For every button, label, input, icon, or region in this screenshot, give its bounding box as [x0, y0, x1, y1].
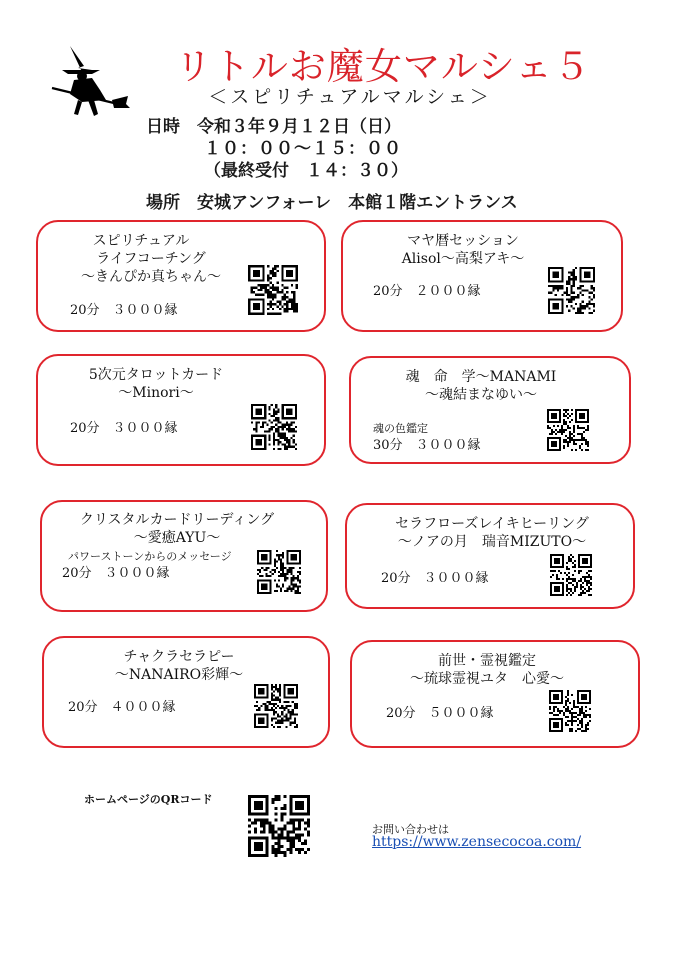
qr-code-icon[interactable]: [248, 265, 298, 315]
card-title-line: マヤ暦セッション: [407, 233, 519, 249]
card-price: 20分 ３０００縁: [70, 303, 178, 318]
website-link[interactable]: https://www.zensecocoa.com/: [372, 834, 582, 850]
card-tarot: [36, 354, 326, 466]
page-title: リトルお魔女マルシェ５: [174, 45, 592, 88]
card-crystal-reading: [40, 500, 328, 612]
card-price: 20分 ３０００縁: [62, 566, 170, 581]
qr-code-icon[interactable]: [547, 409, 589, 451]
card-title-line: Alisol〜高梨アキ〜: [401, 251, 525, 267]
qr-code-icon[interactable]: [254, 684, 298, 728]
qr-code-icon[interactable]: [248, 795, 310, 857]
contact-label: お問い合わせは: [372, 823, 449, 836]
page-subtitle: ＜スピリチュアルマルシェ＞: [208, 86, 492, 108]
event-time: １０：００〜１５：００: [204, 139, 402, 159]
card-title-line: 〜きんぴか真ちゃん〜: [81, 269, 221, 285]
card-chakra-therapy: [42, 636, 330, 748]
card-price: 30分 ３０００縁: [373, 438, 481, 453]
card-title-line: 〜ノアの月 瑞音MIZUTO〜: [397, 534, 587, 550]
qr-code-icon[interactable]: [549, 690, 591, 732]
card-title-line: 〜琉球霊視ユタ 心愛〜: [410, 671, 564, 687]
card-soul-study: [349, 356, 631, 464]
card-title-line: クリスタルカードリーディング: [79, 512, 275, 528]
card-maya-calendar: [341, 220, 623, 332]
card-note: 魂の色鑑定: [373, 422, 428, 435]
event-reception: （最終受付 １４：３０）: [204, 161, 408, 181]
card-spiritual-life-coaching: [36, 220, 326, 332]
event-place: 場所 安城アンフォーレ 本館１階エントランス: [146, 193, 518, 213]
card-title-line: セラフローズレイキヒーリング: [395, 516, 589, 532]
card-title-line: 魂 命 学〜MANAMI: [405, 369, 557, 385]
card-title-line: スピリチュアル: [92, 233, 190, 249]
card-seraph-reiki: [345, 503, 635, 609]
qr-code-icon[interactable]: [550, 554, 592, 596]
card-price: 20分 ４０００縁: [68, 700, 176, 715]
card-title-line: 前世・霊視鑑定: [438, 653, 536, 669]
card-title-line: 〜魂結まなゆい〜: [425, 387, 537, 403]
card-price: 20分 ３０００縁: [381, 571, 489, 586]
homepage-qr-label: ホームページのQRコード: [84, 793, 213, 806]
witch-on-broom-icon: [48, 42, 130, 122]
qr-code-icon[interactable]: [251, 404, 297, 450]
card-title-line: 〜Minori〜: [118, 385, 194, 401]
qr-code-icon[interactable]: [257, 550, 301, 594]
card-price: 20分 ２０００縁: [373, 284, 481, 299]
event-date: 日時 令和３年９月１２日（日）: [146, 117, 401, 137]
card-title-line: 〜NANAIRO彩輝〜: [114, 667, 244, 683]
card-note: パワーストーンからのメッセージ: [68, 550, 232, 563]
card-title-line: 5次元タロットカード: [88, 367, 224, 383]
card-price: 20分 ５０００縁: [386, 706, 494, 721]
card-title-line: ライフコーチング: [96, 251, 206, 267]
card-title-line: チャクラセラピー: [123, 649, 235, 665]
card-past-life-reading: [350, 640, 640, 748]
qr-code-icon[interactable]: [548, 267, 595, 314]
card-title-line: 〜愛癒AYU〜: [133, 530, 221, 546]
card-price: 20分 ３０００縁: [70, 421, 178, 436]
